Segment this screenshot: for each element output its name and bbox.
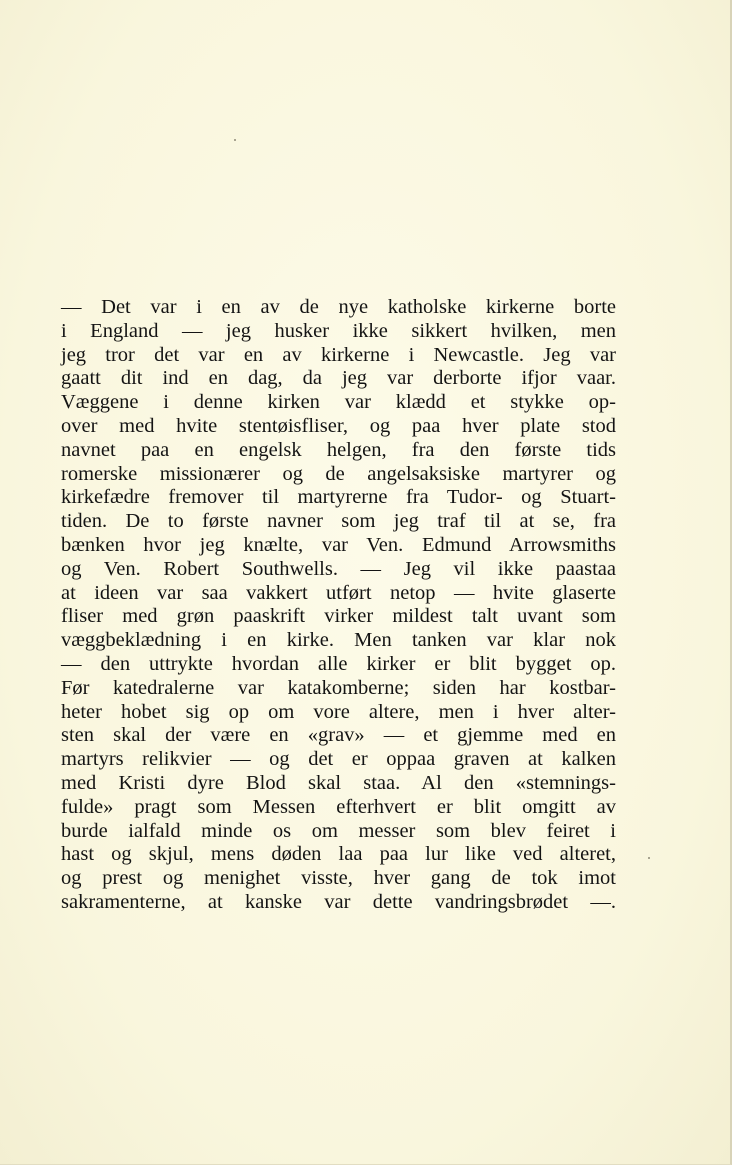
- text-line: tiden. De to første navner som jeg traf til at se, fra: [61, 510, 616, 533]
- text-line: fulde» pragt som Messen efterhvert er blit omgitt av: [61, 795, 616, 818]
- text-line: i England — jeg husker ikke sikkert hvilken, men: [61, 319, 616, 342]
- text-line: burde ialfald minde os om messer som blev feiret i: [61, 819, 616, 842]
- text-line: — den uttrykte hvordan alle kirker er blit bygget op.: [61, 652, 616, 675]
- text-line: over med hvite stentøisfliser, og paa hver plate stod: [61, 414, 616, 437]
- body-paragraph: [61, 296, 616, 915]
- text-line: sakramenterne, at kanske var dette vandringsbrødet —.: [61, 890, 616, 913]
- text-line: heter hobet sig op om vore altere, men i hver alter-: [61, 700, 616, 723]
- text-line: martyrs relikvier — og det er oppaa graven at kalken: [61, 748, 616, 771]
- text-line: romerske missionærer og de angelsaksiske martyrer og: [61, 462, 616, 485]
- text-line: og Ven. Robert Southwells. — Jeg vil ikke paastaa: [61, 557, 616, 580]
- text-line: Væggene i denne kirken var klædd et stykke op-: [61, 391, 616, 414]
- text-line: jeg tror det var en av kirkerne i Newcastle. Jeg var: [61, 343, 616, 366]
- text-line: fliser med grøn paaskrift virker mildest talt uvant som: [61, 605, 616, 628]
- text-line: — Det var i en av de nye katholske kirkerne borte: [61, 296, 616, 318]
- text-line: med Kristi dyre Blod skal staa. Al den «stemnings-: [61, 771, 616, 794]
- text-line: kirkefædre fremover til martyrerne fra Tudor- og Stuart-: [61, 486, 616, 509]
- text-line: bænken hvor jeg knælte, var Ven. Edmund Arrowsmiths: [61, 533, 616, 556]
- text-line: sten skal der være en «grav» — et gjemme med en: [61, 724, 616, 747]
- text-line: gaatt dit ind en dag, da jeg var derborte ifjor vaar.: [61, 367, 616, 390]
- text-line: at ideen var saa vakkert utført netop — hvite glaserte: [61, 581, 616, 604]
- paper-speck: [234, 139, 236, 141]
- text-line: navnet paa en engelsk helgen, fra den første tids: [61, 438, 616, 461]
- paper-speck: [648, 857, 650, 859]
- text-line: Før katedralerne var katakomberne; siden har kostbar-: [61, 676, 616, 699]
- text-line: væggbeklædning i en kirke. Men tanken var klar nok: [61, 629, 616, 652]
- text-line: og prest og menighet visste, hver gang de tok imot: [61, 867, 616, 890]
- text-line: hast og skjul, mens døden laa paa lur like ved alteret,: [61, 843, 616, 866]
